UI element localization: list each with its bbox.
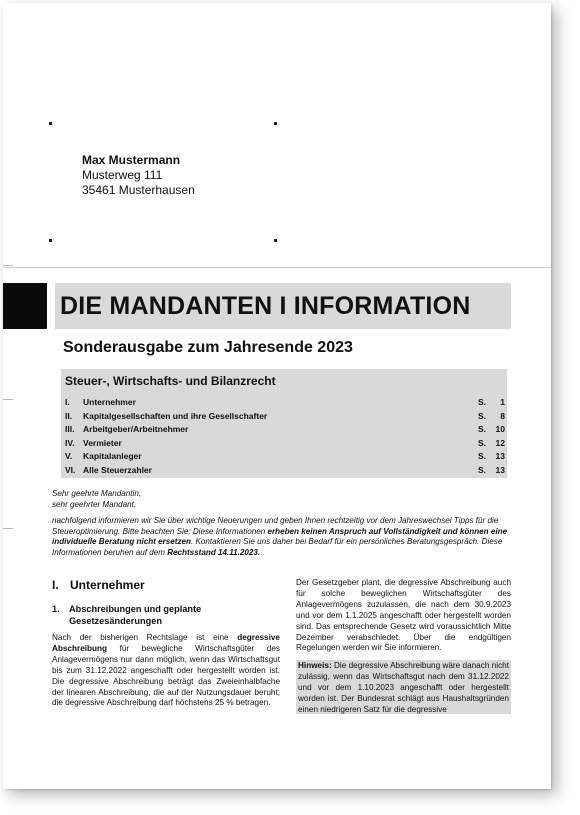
document-page [3, 3, 551, 789]
toc-title: Steuer-, Wirtschafts- und Bilanzrecht [65, 374, 276, 388]
fold-mark [49, 239, 52, 242]
newsletter-subtitle: Sonderausgabe zum Jahresende 2023 [63, 339, 353, 356]
article-column-left [52, 578, 280, 709]
banner-accent-block [3, 283, 47, 329]
fold-mark [274, 122, 277, 125]
toc-item-number: V. [65, 451, 73, 461]
toc-item-number: I. [65, 397, 70, 407]
article-column-right [296, 578, 511, 714]
salutation-line: sehr geehrter Mandant, [52, 499, 137, 509]
recipient-city: 35461 Musterhausen [82, 183, 195, 197]
toc-item-page: S. 12 [478, 437, 505, 448]
intro-paragraph: nachfolgend informieren wir Sie über wichtige Neuerungen und geben Ihnen rechtzeitig vor dem Jahreswechsel Tipps für die Steueroptimierung. Bitte beachten Sie: Diese Informationen erheben keinen Anspruch auf Vollständigkeit und können eine individuelle Beratung nicht ersetzen. Kontaktieren Sie uns daher bei Bedarf für ein persönliches Beratungsgespräch. Diese Informationen beruhen auf dem Rechtsstand 14.11.2023. [52, 516, 508, 557]
toc-item[interactable] [65, 397, 505, 410]
newsletter-banner [55, 283, 511, 329]
toc-item-page: S. 10 [478, 424, 505, 434]
toc-item-number: IV. [65, 437, 75, 448]
margin-mark [3, 528, 13, 529]
newsletter-title: DIE MANDANTEN I INFORMATION [60, 291, 471, 320]
margin-mark [3, 399, 13, 400]
intro-letter [52, 489, 518, 559]
toc-item-page: S. 13 [478, 464, 505, 475]
recipient-name: Max Mustermann [82, 153, 181, 167]
toc-item-page: S. 8 [478, 410, 505, 421]
toc-item-number: III. [65, 424, 75, 434]
toc-item-number: VI. [65, 464, 76, 475]
toc-item[interactable] [65, 424, 505, 437]
fold-mark [274, 239, 277, 242]
table-of-contents [61, 369, 507, 478]
toc-item[interactable] [65, 464, 505, 478]
toc-item-label: Alle Steuerzahler [83, 464, 152, 475]
hint-box: Hinweis: Die degressive Abschreibung wäre danach nicht zulässig, wenn das Wirtschaftsgut nach dem 31.12.2022 und vor dem 1.10.2023 angeschafft oder hergestellt worden ist. Der Bundesrat schlägt aus Haushaltsgründen einen niedrigeren Satz für die degressive [298, 661, 509, 714]
toc-item-page: S. 1 [478, 397, 505, 407]
toc-item[interactable] [65, 437, 505, 451]
section-heading: I. Unternehmer [52, 578, 145, 592]
toc-item[interactable] [65, 451, 505, 464]
article-paragraph: Nach der bisherigen Rechtslage ist eine degressive Abschreibung für bewegliche Wirtschaftsgüter des Anlagevermögens nur dann möglich, wenn das Wirtschaftsgut bis zum 31.12.2022 angeschafft oder hergestellt worden ist. Die degressive Abschreibung beträgt das Zweieinhalbfache der linearen Abschreibung, die auf der Nutzungsdauer beruht; die degressive Abschreibung darf höchstens 25 % betragen. [52, 633, 280, 708]
fold-mark [49, 122, 52, 125]
toc-item-label: Arbeitgeber/Arbeitnehmer [83, 424, 189, 434]
toc-item-label: Unternehmer [83, 397, 136, 407]
divider [3, 267, 551, 268]
toc-item-page: S. 13 [478, 451, 505, 461]
recipient-street: Musterweg 111 [82, 168, 163, 182]
toc-item[interactable] [65, 410, 505, 424]
toc-item-label: Vermieter [83, 437, 122, 448]
toc-item-number: II. [65, 410, 73, 421]
margin-mark [3, 265, 13, 266]
toc-item-label: Kapitalanleger [83, 451, 142, 461]
toc-item-label: Kapitalgesellschaften und ihre Gesellschafter [83, 410, 268, 421]
article-paragraph: Der Gesetzgeber plant, die degressive Abschreibung auch für solche beweglichen Wirtschaftsgüter des Anlagevermögens zuzulassen, die nach dem 30.9.2023 und vor dem 1.1.2025 angeschafft oder hergestellt worden sind. Das entsprechende Gesetz wird voraussichtlich Mitte Dezember verabschiedet. Über die endgültigen Regelungen werden wir Sie informieren. [296, 578, 511, 653]
subsection-heading: 1. Abschreibungen und geplante Gesetzesänderungen [52, 604, 202, 626]
recipient-address [82, 153, 195, 198]
salutation-line: Sehr geehrte Mandantin, [52, 489, 142, 498]
